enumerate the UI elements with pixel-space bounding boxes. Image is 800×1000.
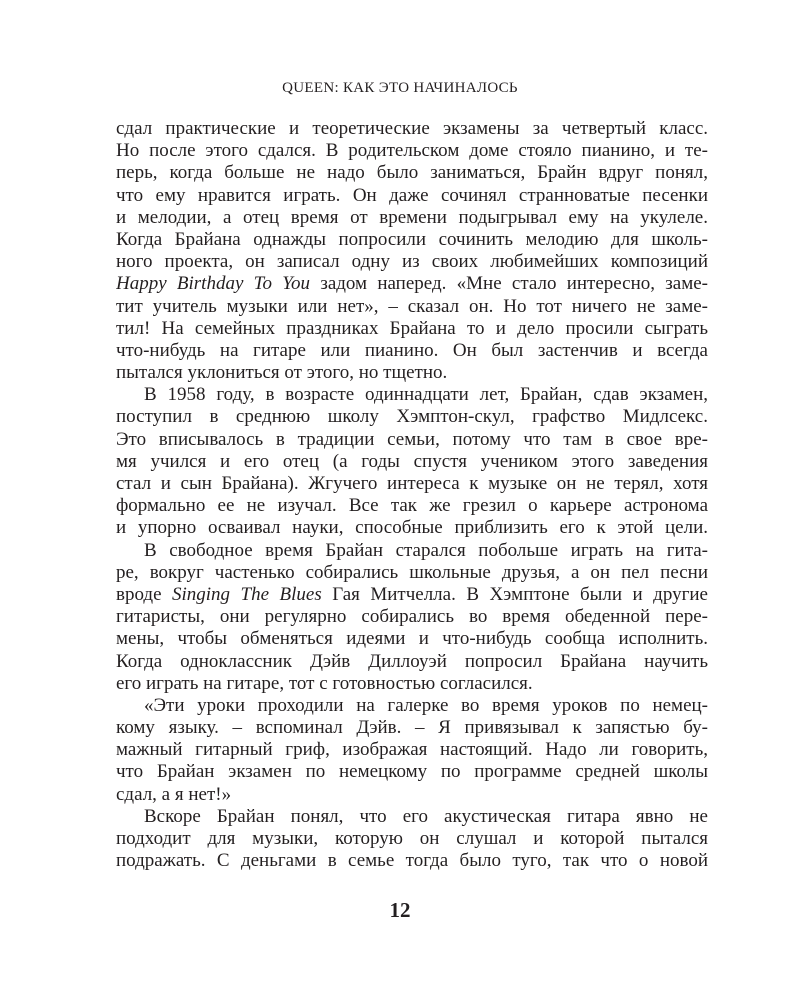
text-segment: Гая Митчелла. В Хэмптоне были и другие — [321, 583, 708, 605]
running-title: QUEEN: КАК ЭТО НАЧИНАЛОСЬ — [282, 80, 518, 96]
text-line — [116, 273, 708, 295]
text-segment: и мелодии, а отец время от времени подыгрывал ему на укулеле. — [116, 206, 708, 228]
text-line — [116, 207, 708, 229]
text-segment: Когда Брайана однажды попросили сочинить мелодию для школь- — [116, 228, 708, 250]
text-segment: и упорно осваивал науки, способные приблизить его к этой цели. — [116, 517, 708, 539]
text-line — [116, 229, 708, 251]
text-line — [116, 473, 708, 495]
text-segment: В 1958 году, в возрасте одиннадцати лет, Брайан, сдав экзамен, — [144, 384, 708, 406]
text-line — [116, 318, 708, 340]
text-line — [116, 850, 708, 872]
text-line — [116, 717, 708, 739]
text-segment: сдал практические и теоретические экзамены за четвертый класс. — [116, 118, 708, 139]
text-segment: поступил в среднюю школу Хэмптон-скул, графство Мидлсекс. — [116, 406, 708, 428]
text-segment: что ему нравится играть. Он даже сочинял странноватые песенки — [116, 184, 708, 206]
text-line — [116, 185, 708, 207]
text-segment: что-нибудь на гитаре или пианино. Он был застенчив и всегда — [116, 339, 708, 361]
text-segment: тит учитель музыки или нет», – сказал он. Но тот ничего не заме- — [116, 295, 708, 317]
text-line — [116, 651, 708, 673]
text-line — [116, 739, 708, 761]
text-line — [116, 628, 708, 650]
text-segment: «Эти уроки проходили на галерке во время уроков по немец- — [144, 694, 708, 716]
text-segment: пытался уклониться от этого, но тщетно. — [116, 362, 448, 384]
text-segment: мены, чтобы обменяться идеями и что-нибудь сообща исполнить. — [116, 628, 708, 650]
text-segment: ного проекта, он записал одну из своих любимейших композиций — [116, 251, 708, 273]
text-line — [116, 562, 708, 584]
text-line — [116, 673, 708, 695]
text-line — [116, 406, 708, 428]
text-line — [116, 429, 708, 451]
text-segment: формально ее не изучал. Все так же грезил о карьере астронома — [116, 495, 708, 517]
text-line — [116, 251, 708, 273]
text-segment: подходит для музыки, которую он слушал и которой пытался — [116, 828, 708, 849]
text-line — [116, 118, 708, 140]
italic-title: Singing The Blues — [172, 583, 322, 605]
italic-title: Happy Birthday To You — [116, 273, 311, 295]
text-line — [116, 828, 708, 850]
text-segment: ре, вокруг частенько собирались школьные друзья, а он пел песни — [116, 561, 708, 583]
text-segment: тил! На семейных праздниках Брайана то и дело просили сыграть — [116, 317, 708, 339]
text-line — [116, 296, 708, 318]
text-segment: Когда одноклассник Дэйв Диллоуэй попросил Брайана научить — [116, 650, 708, 672]
text-line — [116, 140, 708, 162]
text-segment: перь, когда больше не надо было заниматься, Брайн вдруг понял, — [116, 162, 708, 184]
text-segment: В свободное время Брайан старался побольше играть на гита- — [144, 539, 708, 561]
body-text — [116, 118, 708, 872]
text-line — [116, 340, 708, 362]
text-line — [116, 540, 708, 562]
text-line — [116, 584, 708, 606]
text-line — [116, 162, 708, 184]
text-segment: что Брайан экзамен по немецкому по программе средней школы — [116, 761, 708, 783]
text-line — [116, 384, 708, 406]
text-line — [116, 495, 708, 517]
text-segment: Вскоре Брайан понял, что его акустическая гитара явно не — [144, 805, 708, 827]
text-line — [116, 761, 708, 783]
text-segment: Но после этого сдался. В родительском доме стояло пианино, и те- — [116, 140, 708, 162]
text-segment: стал и сын Брайана). Жгучего интереса к музыке он не терял, хотя — [116, 473, 708, 494]
text-segment: Это вписывалось в традиции семьи, потому что там в свое вре- — [116, 428, 708, 450]
text-line — [116, 806, 708, 828]
text-segment: задом наперед. «Мне стало интересно, заме- — [310, 273, 708, 295]
text-segment: мя учился и его отец (а годы спустя учеником этого заведения — [116, 450, 708, 472]
text-segment: гитаристы, они регулярно собирались во время обеденной пере- — [116, 606, 708, 628]
text-segment: сдал, а я нет!» — [116, 783, 232, 805]
text-line — [116, 784, 708, 806]
text-line — [116, 606, 708, 628]
text-segment: вроде — [116, 583, 172, 605]
text-line — [116, 362, 708, 384]
text-segment: подражать. С деньгами в семье тогда было туго, так что о новой — [116, 850, 708, 872]
text-line — [116, 517, 708, 539]
text-line — [116, 695, 708, 717]
text-line — [116, 451, 708, 473]
text-segment: кому языку. – вспоминал Дэйв. – Я привязывал к запястью бу- — [116, 717, 708, 739]
text-segment: мажный гитарный гриф, изображая настоящий. Надо ли говорить, — [116, 739, 708, 761]
page-number: 12 — [389, 898, 411, 922]
text-segment: его играть на гитаре, тот с готовностью согласился. — [116, 672, 533, 694]
